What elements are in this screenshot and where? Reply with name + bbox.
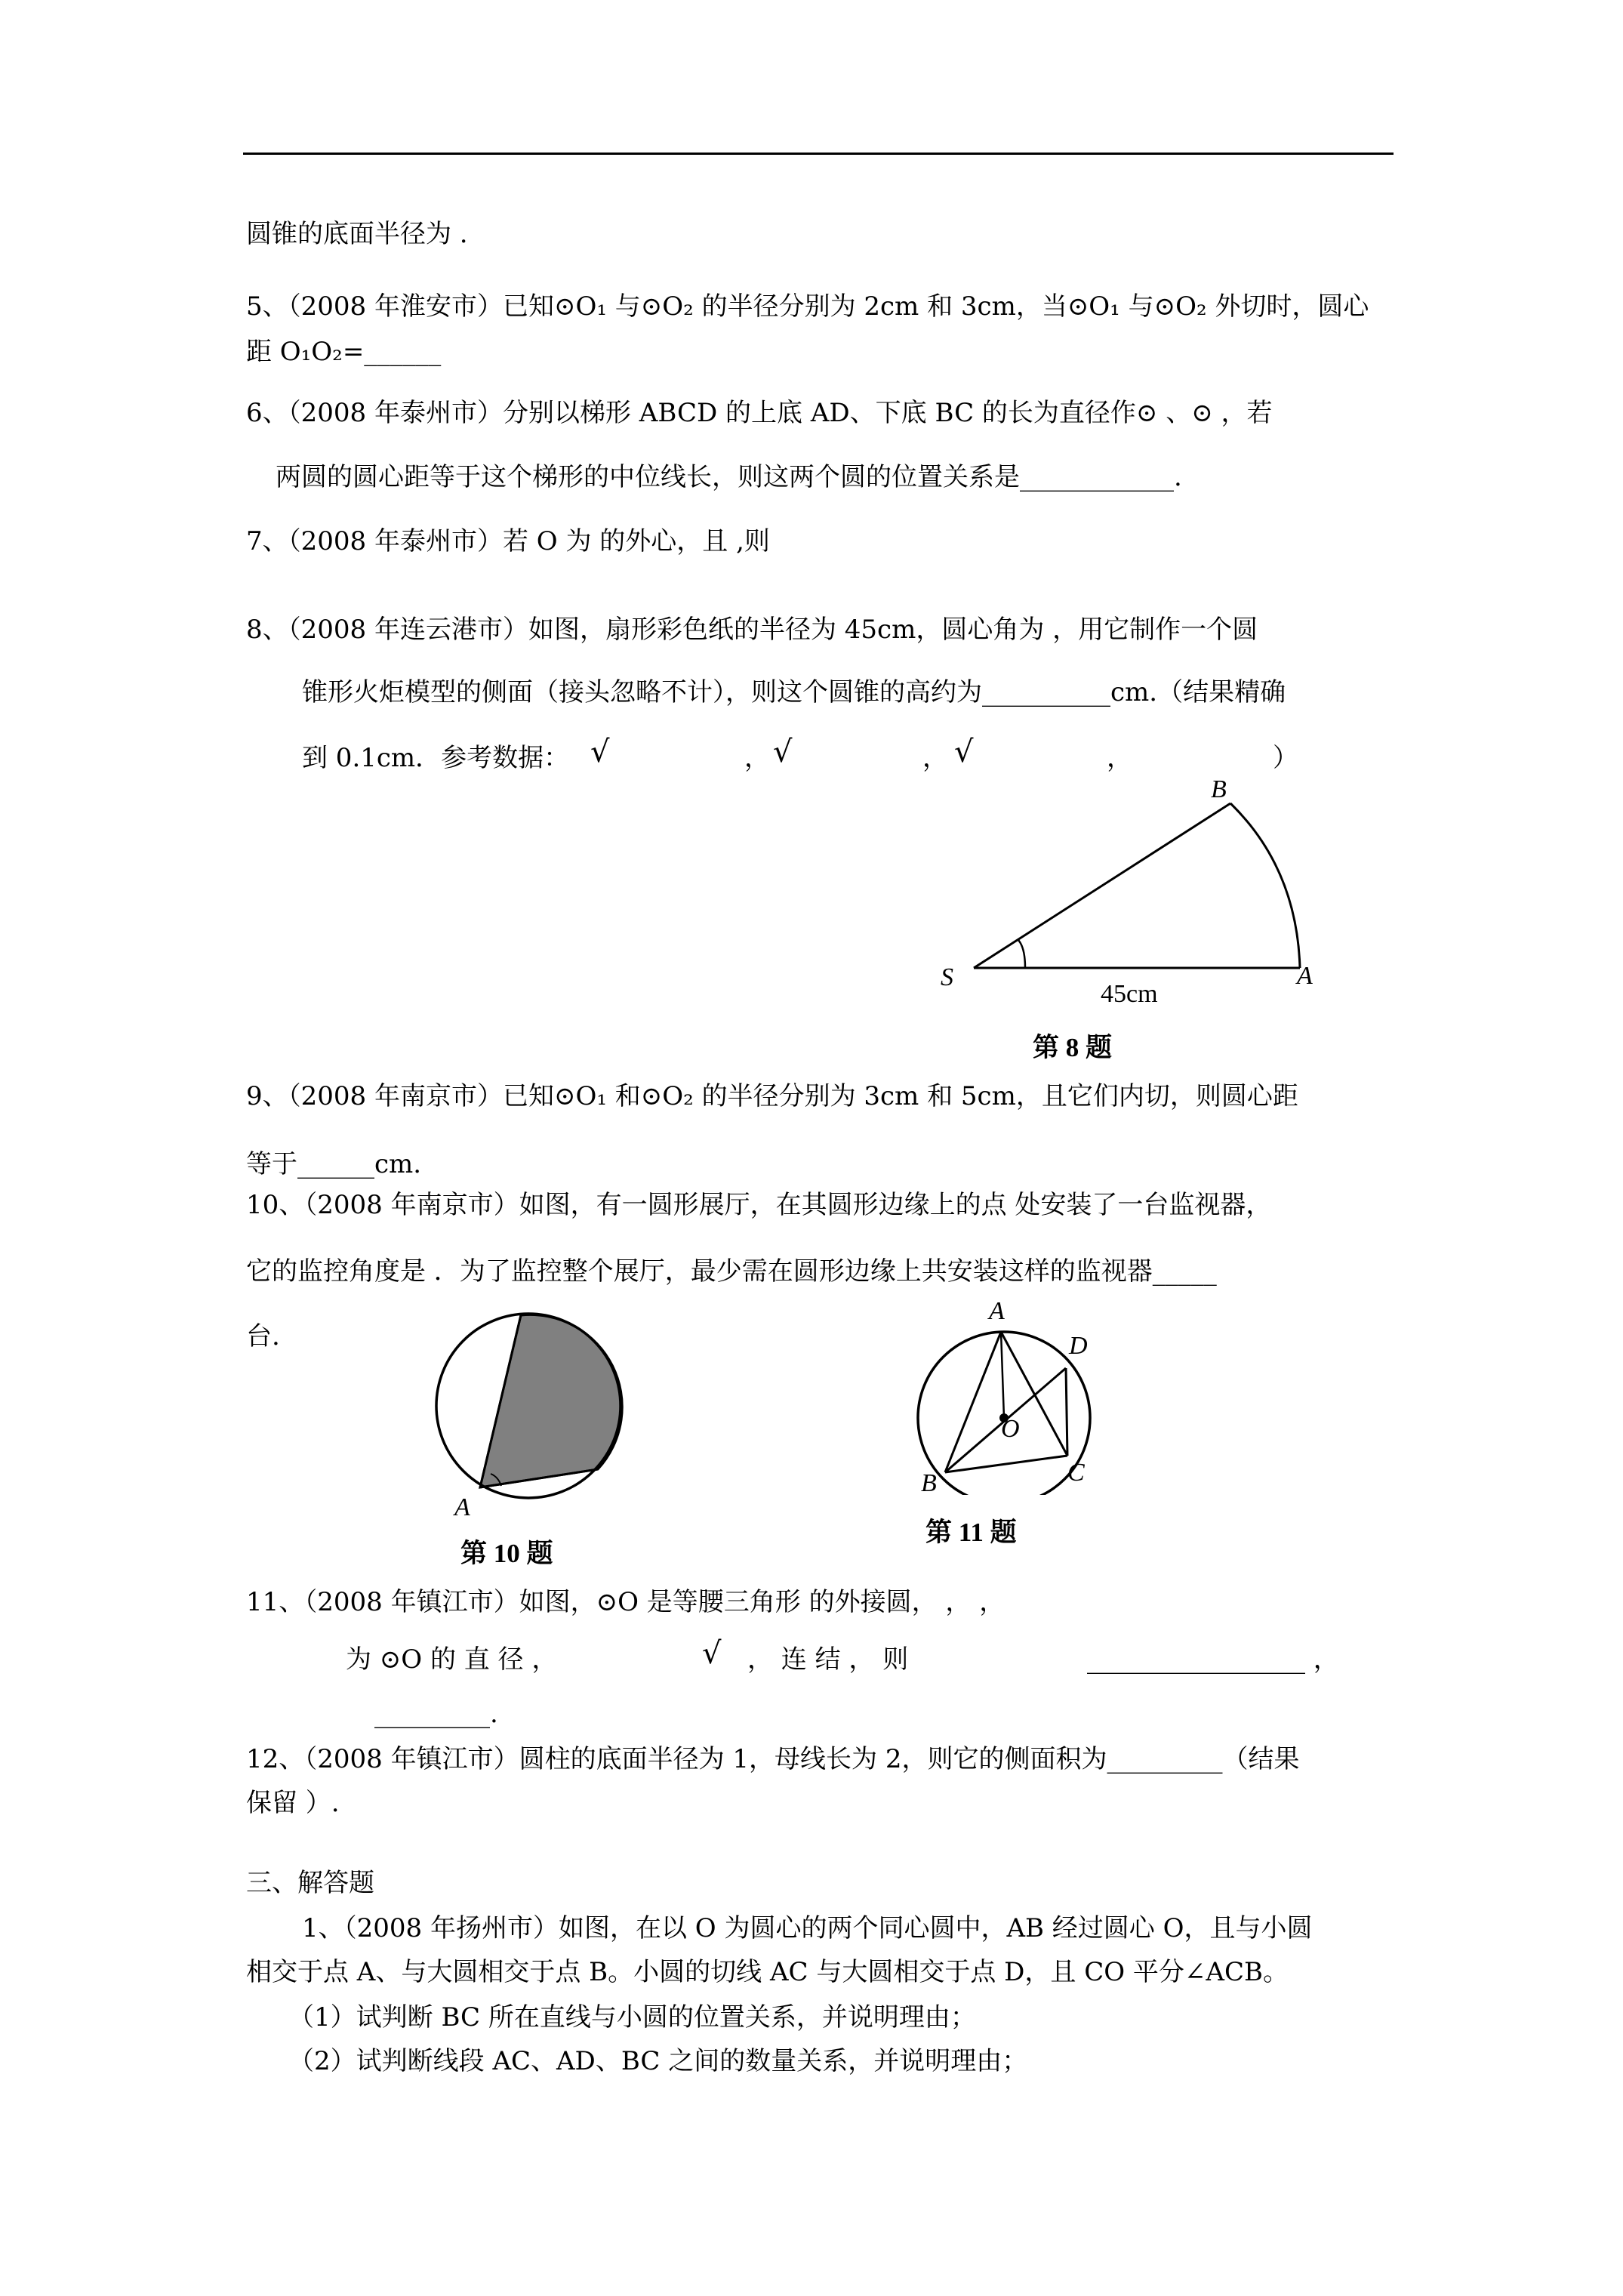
figure-caption: 第 8 题	[1033, 1033, 1113, 1062]
label-c: C	[1067, 1459, 1085, 1487]
comma: ，	[744, 743, 770, 773]
angle-arc	[1018, 939, 1025, 968]
label-a: A	[989, 1297, 1005, 1325]
text-line: 等于______cm.	[246, 1149, 422, 1179]
sub-question-1: （1）试判断 BC 所在直线与小圆的位置关系，并说明理由；	[288, 2002, 976, 2032]
label-d: D	[1069, 1332, 1088, 1360]
label-s: S	[941, 963, 953, 991]
answer-blank: _________________ ，	[1087, 1644, 1339, 1675]
text-line: 它的监控角度是 ．为了监控整个展厅，最少需在圆形边缘上共安装这样的监视器_____	[246, 1256, 1217, 1287]
sector-figure	[929, 770, 1336, 1057]
text-line: 台.	[246, 1321, 280, 1351]
circle-figure-10	[423, 1299, 634, 1510]
radius-label: 45cm	[1101, 980, 1158, 1008]
answer-blank: _________.	[374, 1699, 498, 1729]
sector-radius-sb	[974, 803, 1230, 968]
label-a: A	[1297, 962, 1313, 990]
header-rule	[243, 153, 1394, 155]
question-8: 8、（2008 年连云港市）如图，扇形彩色纸的半径为 45cm，圆心角为 ，用它制作一个圆	[246, 615, 1258, 645]
text-line: 距 O₁O₂=______	[246, 337, 442, 367]
question-11: 11、（2008 年镇江市）如图，⊙O 是等腰三角形 的外接圆， ， ，	[246, 1587, 1006, 1617]
text-line: ， 连 结 ， 则	[747, 1644, 909, 1675]
figure-caption: 第 10 题	[460, 1539, 553, 1568]
text-line: 为 ⊙O 的 直 径 ，	[346, 1644, 558, 1675]
close-paren: ）	[1273, 743, 1298, 773]
problem-1: 1、（2008 年扬州市）如图，在以 O 为圆心的两个同心圆中，AB 经过圆心 O，且与小圆	[302, 1913, 1313, 1943]
comma: ，	[1107, 743, 1132, 773]
text-line: 圆锥的底面半径为 .	[246, 219, 468, 249]
sqrt-symbol: √	[954, 735, 974, 769]
sector-arc	[1230, 803, 1300, 968]
sqrt-symbol: √	[590, 735, 610, 769]
text-line: 锥形火炬模型的侧面（接头忽略不计），则这个圆锥的高约为__________cm.（结果精确	[302, 677, 1286, 707]
label-o: O	[1001, 1415, 1020, 1443]
text-line: 到 0.1cm．参考数据：	[302, 743, 570, 773]
text-line: 保留 ）.	[246, 1788, 340, 1818]
question-9: 9、（2008 年南京市）已知⊙O₁ 和⊙O₂ 的半径分别为 3cm 和 5cm，且它们内切，则圆心距	[246, 1081, 1298, 1111]
text-line: 两圆的圆心距等于这个梯形的中位线长，则这两个圆的位置关系是____________.	[276, 462, 1182, 492]
comma: ，	[922, 743, 948, 773]
question-10: 10、（2008 年南京市）如图，有一圆形展厅，在其圆形边缘上的点 处安装了一台监视器，	[246, 1190, 1272, 1220]
question-7: 7、（2008 年泰州市）若 O 为 的外心，且 ,则	[246, 526, 770, 556]
sub-question-2: （2）试判断线段 AC、AD、BC 之间的数量关系，并说明理由；	[288, 2046, 1028, 2076]
question-6: 6、（2008 年泰州市）分别以梯形 ABCD 的上底 AD、下底 BC 的长为直径作⊙ 、⊙ ，若	[246, 398, 1273, 428]
sqrt-symbol: √	[773, 735, 793, 769]
label-a: A	[454, 1493, 470, 1521]
label-b: B	[921, 1469, 937, 1497]
question-12: 12、（2008 年镇江市）圆柱的底面半径为 1，母线长为 2，则它的侧面积为_________（结果	[246, 1744, 1300, 1774]
text-line: 相交于点 A、与大圆相交于点 B。小圆的切线 AC 与大圆相交于点 D，且 CO 平分∠ACB。	[246, 1957, 1289, 1987]
sqrt-symbol: √	[702, 1636, 722, 1671]
question-5: 5、（2008 年淮安市）已知⊙O₁ 与⊙O₂ 的半径分别为 2cm 和 3cm，当⊙O₁ 与⊙O₂ 外切时，圆心	[246, 291, 1369, 322]
figure-caption: 第 11 题	[925, 1518, 1017, 1547]
section-heading: 三、解答题	[246, 1868, 374, 1898]
label-b: B	[1211, 775, 1227, 803]
